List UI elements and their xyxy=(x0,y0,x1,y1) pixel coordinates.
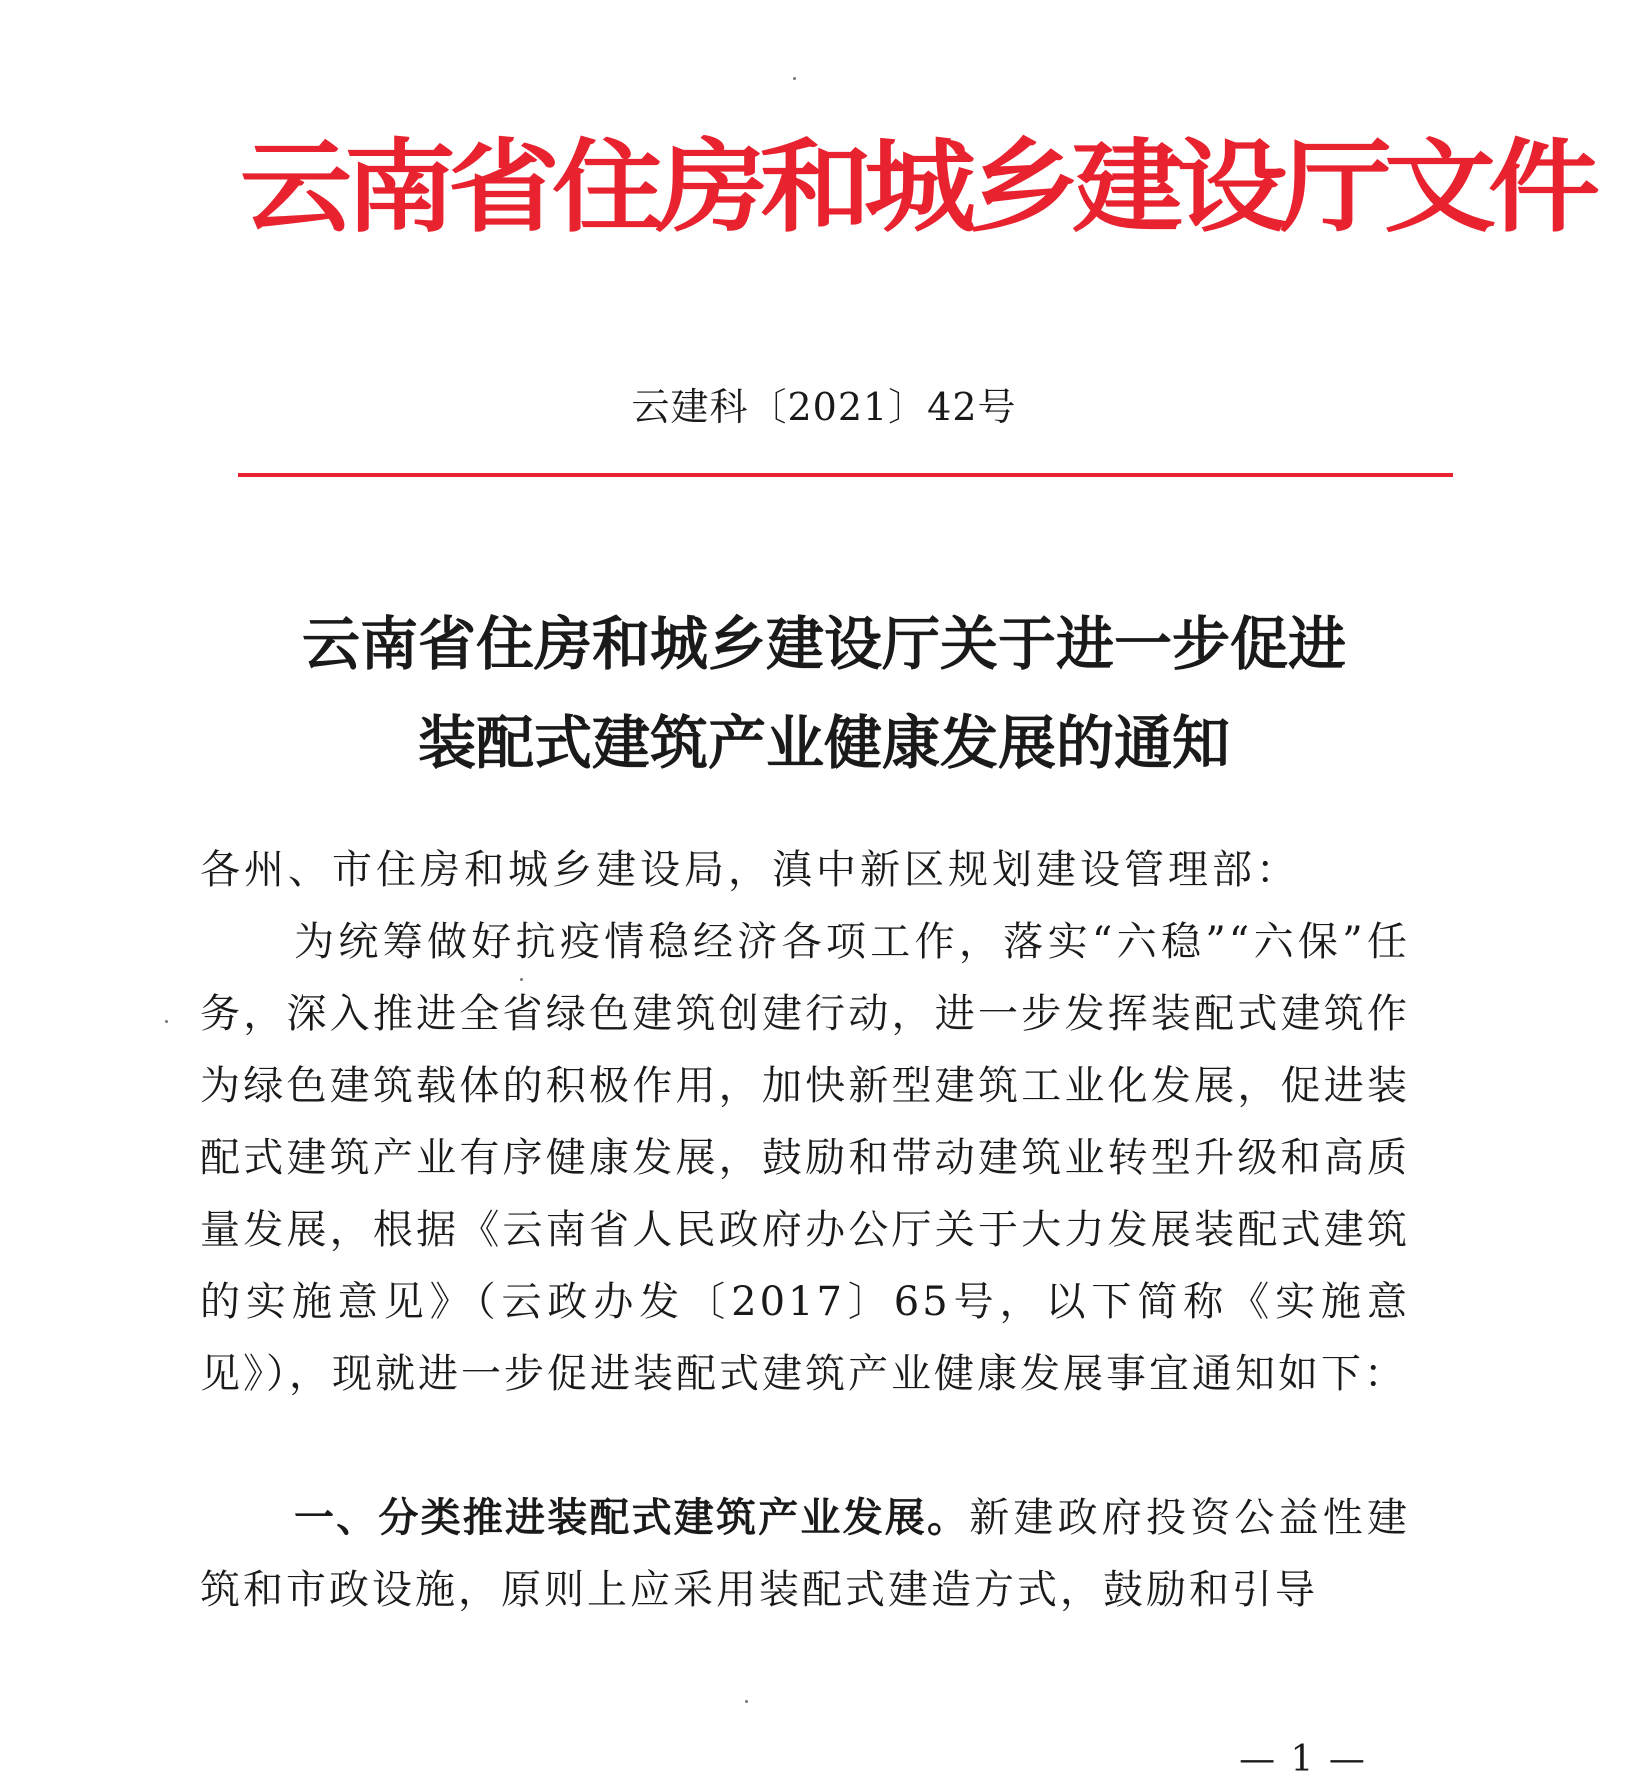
scan-speck xyxy=(165,1020,168,1023)
red-separator-line xyxy=(238,473,1453,477)
document-title-line-1: 云南省住房和城乡建设厅关于进一步促进 xyxy=(301,610,1346,678)
page-number: — 1 — xyxy=(1239,1739,1367,1780)
section-text-1: 新建政府投资公益性建筑和市政设施，原则上应采用装配式建造方式，鼓励和引导 xyxy=(200,1495,1411,1613)
scan-speck xyxy=(793,77,796,80)
body-paragraph-2 xyxy=(200,1482,1410,1626)
scan-speck xyxy=(745,1700,748,1703)
salutation: 各州、市住房和城乡建设局，滇中新区规划建设管理部： xyxy=(200,847,1300,893)
document-number: 云建科〔2021〕42号 xyxy=(631,385,1017,429)
document-title-line-2: 装配式建筑产业健康发展的通知 xyxy=(417,709,1230,777)
issuer-masthead: 云南省住房和城乡建设厅文件 xyxy=(240,129,1592,247)
body-paragraph-1: 为统筹做好抗疫情稳经济各项工作，落实“六稳”“六保”任务，深入推进全省绿色建筑创建行动，进一步发挥装配式建筑作为绿色建筑载体的积极作用，加快新型建筑工业化发展，促进装配式建筑产业有序健康发展，鼓励和带动建筑业转型升级和高质量发展，根据《云南省人民政府办公厅关于大力发展装配式建筑的实施意见》（云政办发〔2017〕65号，以下简称《实施意见》），现就进一步促进装配式建筑产业健康发展事宜通知如下： xyxy=(200,919,1410,1397)
section-heading-1: 一、分类推进装配式建筑产业发展。 xyxy=(294,1495,970,1541)
scan-speck xyxy=(520,978,523,981)
